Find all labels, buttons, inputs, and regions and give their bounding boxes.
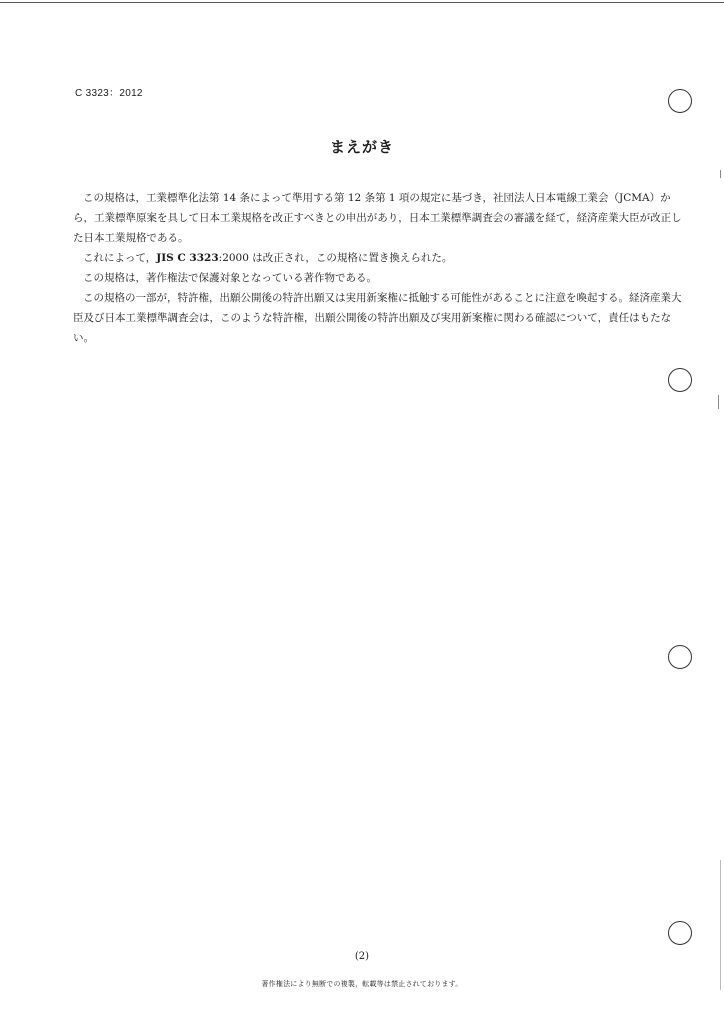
paragraph-enactment: この規格は，工業標準化法第 14 条によって準用する第 12 条第 1 項の規定に基づき，社団法人日本電線工業会（JCMA）から，工業標準原案を具して日本工業規格を改正すべきとの申出があり，日本工業標準調査会の審議を経て，経済産業大臣が改正した日本工業規格である。 (73, 192, 682, 244)
standard-number: C 3323：2012 (75, 88, 143, 99)
scan-edge-mark (720, 170, 721, 178)
page-title: まえがき (329, 138, 394, 156)
paragraph-revision (73, 248, 683, 268)
scan-edge-line (0, 2, 724, 3)
scan-edge-mark (720, 860, 721, 990)
page-number: (2) (354, 951, 370, 962)
preface-body (73, 188, 683, 348)
binder-hole (668, 368, 692, 392)
paragraph-copyright: この規格は，著作権法で保護対象となっている著作物である。 (83, 272, 377, 284)
standard-reference-year: :2000 (218, 252, 249, 264)
binder-hole (668, 645, 692, 669)
revision-text-after: は改正され，この規格に置き換えられた。 (248, 252, 453, 264)
scan-edge-mark (718, 395, 719, 409)
binder-hole (668, 89, 692, 113)
revision-text-before: これによって， (83, 252, 157, 264)
standard-reference: JIS C 3323 (156, 252, 219, 264)
copyright-notice: 著作権法により無断での複製，転載等は禁止されております。 (261, 980, 463, 988)
paragraph-patent-notice: この規格の一部が，特許権，出願公開後の特許出願又は実用新案権に抵触する可能性があることに注意を喚起する。経済産業大臣及び日本工業標準調査会は，このような特許権，出願公開後の特許出願及び実用新案権に関わる確認について，責任はもたない。 (73, 292, 682, 344)
binder-hole (668, 921, 692, 945)
